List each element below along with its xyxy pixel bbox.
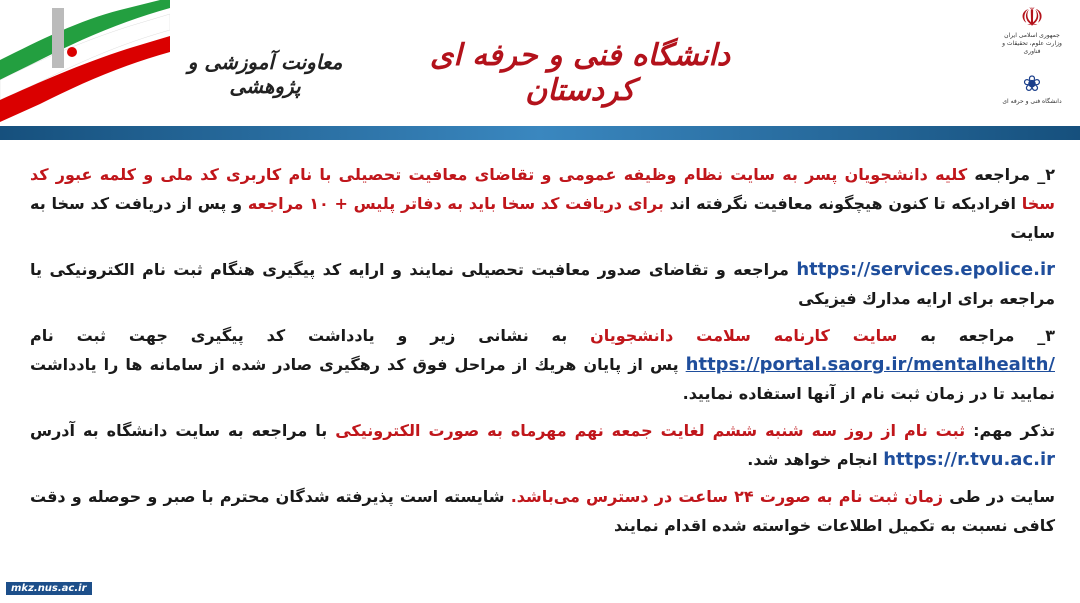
header-band	[0, 126, 1080, 140]
tvu-logo-icon: ❀	[1022, 72, 1042, 97]
p1-text-e: و پس از دریافت کد سخا به سایت	[30, 194, 1055, 242]
paragraph-availability	[30, 482, 1055, 540]
p3-text-d: پس از پایان هریك از مراحل فوق کد رهگیری صادر شده از سامانه ها را یادداشت نمایید تا در زمان ثبت نام از آنها استفاده نمایید.	[30, 355, 1055, 403]
deputy-title: معاونت آموزشی و پژوهشی	[187, 50, 343, 98]
header-banner	[0, 0, 1080, 140]
p3-text-a: ۳_ مراجعه به	[897, 326, 1056, 345]
p4-text-a: تذکر مهم:	[965, 421, 1056, 440]
gov-logo-text-1: جمهوری اسلامی ایران	[1004, 32, 1060, 39]
p1-text-a: ۲_ مراجعه	[967, 165, 1056, 184]
p2-text: مراجعه و تقاضای صدور معافیت تحصیلی نمایند و ارایه کد پیگیری هنگام ثبت نام الکترونیکی یا مراجعه برای ارایه مدارك فیزیکی	[30, 260, 1055, 308]
p4-text-c: با مراجعه به سایت دانشگاه به آدرس	[30, 421, 336, 440]
tvu-logo-text: دانشگاه فنی و حرفه ای	[1002, 98, 1062, 105]
p4-highlight-b: ثبت نام از روز سه شنبه ششم لغایت جمعه نهم مهرماه به صورت الکترونیکی	[335, 421, 966, 440]
epolice-link[interactable]: https://services.epolice.ir	[796, 259, 1055, 280]
p1-highlight-b: کلیه دانشجویان پسر به سایت نظام وظیفه عمومی و تقاضای معافیت تحصیلی با نام کاربری کد ملی و کلمه عبور کد سخا	[30, 165, 1056, 213]
iran-flag-icon	[0, 0, 170, 125]
p4-text-d: انجام خواهد شد.	[747, 450, 884, 469]
watermark-url: mkz.nus.ac.ir	[6, 582, 92, 595]
announcement-body	[30, 160, 1055, 548]
paragraph-epolice	[30, 255, 1055, 313]
p3-text-c: به نشانی زیر و یادداشت کد پیگیری جهت ثبت نام	[30, 326, 591, 345]
gov-logo-text-2: وزارت علوم، تحقیقات و فناوری	[1002, 40, 1062, 55]
p5-highlight-b: زمان ثبت نام به صورت ۲۴ ساعت در دسترس می‌باشد.	[510, 487, 944, 506]
gov-logo	[1002, 4, 1062, 66]
p1-text-c: افرادیکه تا کنون هیچگونه معافیت نگرفته اند	[663, 194, 1022, 213]
mentalhealth-link[interactable]: https://portal.saorg.ir/mentalhealth/	[685, 354, 1055, 375]
paragraph-sakha	[30, 160, 1055, 247]
university-title: دانشگاه فنی و حرفه ای کردستان	[429, 38, 731, 108]
paragraph-health	[30, 321, 1055, 408]
tvu-logo	[1002, 72, 1062, 124]
p1-highlight-d: برای دریافت کد سخا باید به دفاتر پلیس + ۱۰ مراجعه	[247, 194, 664, 213]
p5-text-c: شایسته است پذیرفته شدگان محترم با صبر و حوصله و دقت کافی نسبت به تکمیل اطلاعات خواسته شده اقدام نمایند	[30, 487, 1055, 535]
paragraph-note	[30, 416, 1055, 474]
p5-text-a: سایت در طی	[943, 487, 1056, 506]
p3-highlight-b: سایت کارنامه سلامت دانشجویان	[590, 326, 898, 345]
emblem-icon: ☫	[1020, 3, 1044, 33]
tvu-link[interactable]: https://r.tvu.ac.ir	[883, 449, 1055, 470]
